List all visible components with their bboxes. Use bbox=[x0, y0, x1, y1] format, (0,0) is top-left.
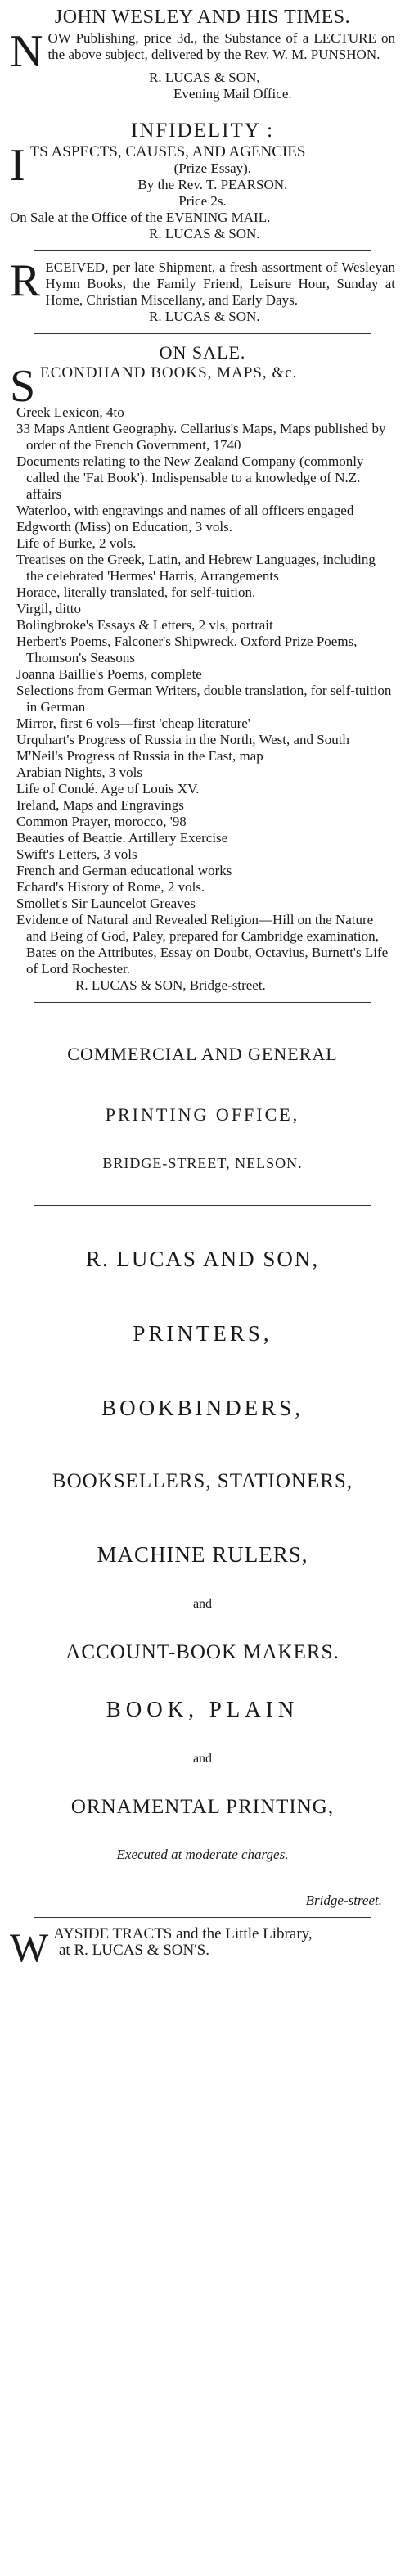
ad-subtitle: ECONDHAND BOOKS, MAPS, &c. bbox=[40, 364, 298, 381]
ad-title: JOHN WESLEY AND HIS TIMES. bbox=[54, 7, 351, 28]
list-item: Swift's Letters, 3 vols bbox=[16, 846, 137, 862]
heading-commercial: COMMERCIAL AND GENERAL bbox=[67, 1044, 338, 1064]
ad-body bbox=[10, 255, 395, 309]
ad-line: at R. LUCAS & SON'S. bbox=[59, 1942, 209, 1959]
trade-bookbinders: BOOKBINDERS, bbox=[101, 1396, 304, 1420]
conjunction: and bbox=[192, 1752, 213, 1766]
drop-cap: N bbox=[10, 26, 43, 77]
drop-cap: S bbox=[10, 361, 36, 412]
list-item: Smollet's Sir Launcelot Greaves bbox=[16, 896, 196, 911]
divider bbox=[34, 333, 371, 334]
ad-line: TS ASPECTS, CAUSES, AND AGENCIES bbox=[29, 143, 306, 160]
ad-body bbox=[10, 1924, 395, 1970]
drop-cap: R bbox=[10, 255, 41, 306]
ad-received bbox=[10, 255, 395, 325]
street-note: Bridge-street. bbox=[305, 1893, 382, 1908]
list-item: Mirror, first 6 vols—first 'cheap literature' bbox=[16, 715, 250, 731]
ad-line: Price 2s. bbox=[178, 193, 227, 209]
list-item: Evidence of Natural and Revealed Religion—Hill on the Nature and Being of God, Paley, prepared for Cambridge examination, Bates on the Attributes, Essay on Doubt, Octavius, Burnett's Life of Lord Rochester. bbox=[16, 912, 389, 977]
list-item: Horace, literally translated, for self-tuition. bbox=[16, 584, 256, 600]
list-item: Echard's History of Rome, 2 vols. bbox=[16, 879, 205, 895]
signature: R. LUCAS & SON. bbox=[149, 226, 260, 241]
ad-john-wesley bbox=[10, 7, 395, 102]
book-list bbox=[10, 404, 395, 977]
list-item: Virgil, ditto bbox=[16, 601, 81, 616]
list-item: Treatises on the Greek, Latin, and Hebrew Languages, including the celebrated 'Hermes' Harris, Arrangements bbox=[16, 552, 376, 584]
list-item: M'Neil's Progress of Russia in the East, map bbox=[16, 748, 263, 764]
signature: R. LUCAS & SON, bbox=[149, 70, 260, 85]
list-item: Selections from German Writers, double translation, for self-tuition in German bbox=[16, 683, 392, 715]
list-item: Life of Condé. Age of Louis XV. bbox=[16, 781, 200, 796]
divider bbox=[34, 1205, 371, 1206]
signature-office: Evening Mail Office. bbox=[173, 86, 292, 102]
firm-name: R. LUCAS AND SON, bbox=[85, 1247, 320, 1271]
executed-note: Executed at moderate charges. bbox=[116, 1847, 289, 1862]
list-item: Arabian Nights, 3 vols bbox=[16, 765, 142, 780]
trade-ornamental: ORNAMENTAL PRINTING, bbox=[70, 1796, 335, 1818]
ad-wayside-tracts bbox=[10, 1924, 395, 1970]
ad-line: On Sale at the Office of the EVENING MAIL. bbox=[10, 210, 271, 225]
ad-text: OW Publishing, price 3d., the Substance of a LECTURE on the above subject, delivered by the Rev. W. M. PUNSHON. bbox=[47, 30, 395, 62]
list-item: Common Prayer, morocco, '98 bbox=[16, 814, 187, 829]
ad-line: By the Rev. T. PEARSON. bbox=[137, 177, 288, 192]
divider bbox=[34, 1002, 371, 1003]
trade-printers: PRINTERS, bbox=[133, 1321, 272, 1346]
address: BRIDGE-STREET, NELSON. bbox=[102, 1155, 303, 1171]
trade-book-plain: BOOK, PLAIN bbox=[106, 1697, 299, 1721]
list-item: Herbert's Poems, Falconer's Shipwreck. Oxford Prize Poems, Thomson's Seasons bbox=[16, 634, 358, 665]
divider bbox=[34, 1917, 371, 1918]
list-item: Urquhart's Progress of Russia in the North, West, and South bbox=[16, 732, 349, 747]
ad-text: ECEIVED, per late Shipment, a fresh assortment of Wesleyan Hymn Books, the Family Friend, Leisure Hour, Sunday at Home, Christian Miscellany, and Early Days. bbox=[45, 259, 395, 308]
drop-cap: W bbox=[10, 1924, 49, 1970]
ad-line: AYSIDE TRACTS and the Little Library, bbox=[53, 1925, 313, 1942]
ad-title: ON SALE. bbox=[159, 342, 246, 363]
ad-title: INFIDELITY : bbox=[130, 120, 275, 142]
trade-booksellers: BOOKSELLERS, STATIONERS, bbox=[52, 1470, 353, 1492]
ad-on-sale bbox=[10, 342, 395, 994]
list-item: Life of Burke, 2 vols. bbox=[16, 535, 137, 551]
list-item: Joanna Baillie's Poems, complete bbox=[16, 666, 202, 682]
divider bbox=[34, 250, 371, 251]
ad-printing-office bbox=[10, 1044, 395, 1909]
list-item: French and German educational works bbox=[16, 863, 232, 878]
drop-cap: I bbox=[10, 140, 25, 191]
list-item: Documents relating to the New Zealand Company (commonly called the 'Fat Book'). Indispensable to a knowledge of N.Z. affairs bbox=[16, 453, 364, 502]
list-item: Ireland, Maps and Engravings bbox=[16, 797, 184, 813]
list-item: Waterloo, with engravings and names of all officers engaged bbox=[16, 503, 354, 518]
list-item: Greek Lexicon, 4to bbox=[16, 404, 124, 420]
list-item: Edgworth (Miss) on Education, 3 vols. bbox=[16, 519, 232, 535]
trade-account-book: ACCOUNT-BOOK MAKERS. bbox=[65, 1641, 340, 1663]
signature: R. LUCAS & SON. bbox=[149, 309, 260, 324]
list-item: Beauties of Beattie. Artillery Exercise bbox=[16, 830, 228, 846]
signature: R. LUCAS & SON, Bridge-street. bbox=[75, 977, 266, 993]
list-item: Bolingbroke's Essays & Letters, 2 vls, portrait bbox=[16, 617, 273, 633]
list-item: 33 Maps Antient Geography. Cellarius's Maps, Maps published by order of the French Government, 1740 bbox=[16, 421, 386, 453]
conjunction: and bbox=[192, 1597, 213, 1611]
ad-line: (Prize Essay). bbox=[173, 160, 252, 176]
ad-body bbox=[10, 140, 395, 226]
trade-machine-rulers: MACHINE RULERS, bbox=[97, 1542, 308, 1567]
ad-body bbox=[10, 26, 395, 77]
heading-printing-office: PRINTING OFFICE, bbox=[105, 1104, 300, 1125]
ad-infidelity bbox=[10, 120, 395, 242]
